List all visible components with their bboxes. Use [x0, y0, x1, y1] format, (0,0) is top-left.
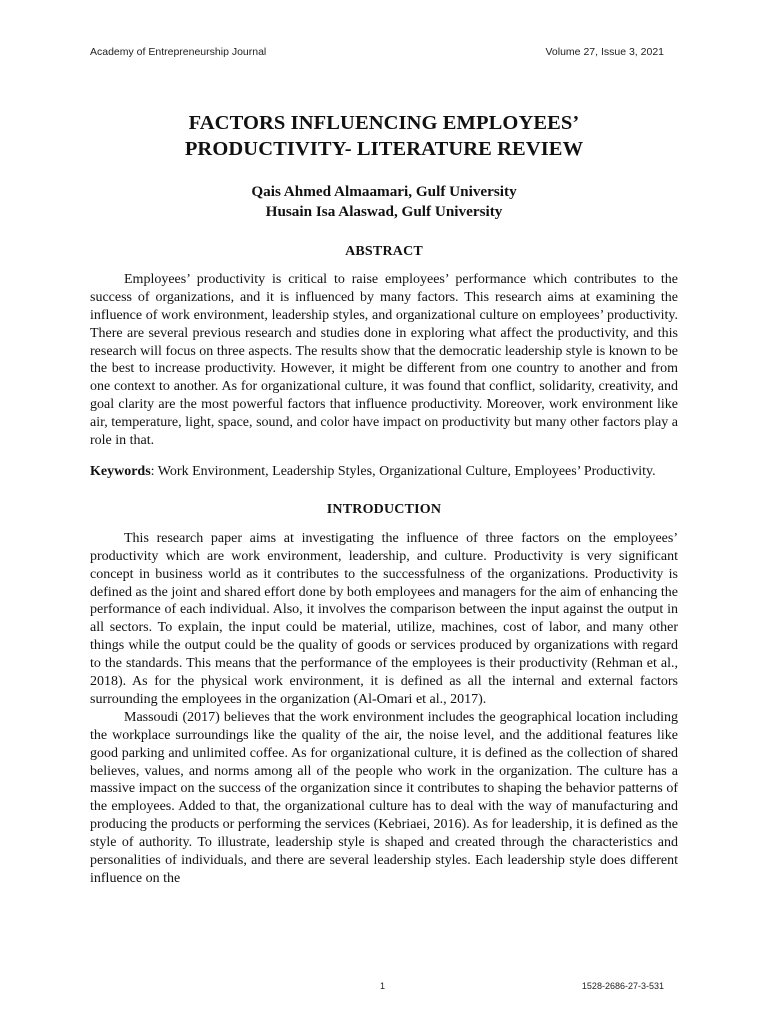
page-number: 1 — [380, 981, 386, 991]
article-code: 1528-2686-27-3-531 — [581, 981, 664, 991]
introduction-heading: INTRODUCTION — [326, 501, 442, 517]
volume-issue: Volume 27, Issue 3, 2021 — [545, 46, 664, 58]
abstract-text: Employees’ productivity is critical to raise employees’ performance which contributes to the success of organizations, and it is influenced by many factors. This research aims at examining the influence of work environment, leadership styles, and organizational culture on employees’ productivity. There are several previous research and studies done in exploring what affect the productivity, and this research will focus on three aspects. The results show that the democratic leadership style is known to be the best to increase productivity. However, it might be different from one country to another and from one context to another. As for organizational culture, it was found that conflict, solidarity, creativity, and goal clarity are the most powerful factors that influence productivity. Moreover, work environment like air, temperature, light, space, sound, and color have impact on productivity but many other factors play a role in that. — [90, 271, 678, 449]
author-1: Qais Ahmed Almaamari, Gulf University — [251, 183, 517, 200]
article-body — [90, 110, 678, 888]
journal-name: Academy of Entrepreneurship Journal — [90, 46, 267, 58]
abstract-heading: ABSTRACT — [345, 244, 423, 259]
introduction-paragraph-2: Massoudi (2017) believes that the work environment includes the geographical location including the workplace surroundings like the quality of the air, the noise level, and the additional features like good parking and unlimited coffee. As for organizational culture, it is defined as the collection of shared believes, values, and norms among all of the people who work in the organization. The culture has a massive impact on the success of the organization since it contributes to shaping the behavior patterns of the employees. Added to that, the organizational culture has to deal with the way of manufacturing and producing the products or performing the services (Kebriaei, 2016). As for leadership, it is defined as the style of authority. To illustrate, leadership style is shaped and created through the characteristics and personalities of individuals, and there are several leadership styles. Each leadership style does different influence on the — [90, 709, 678, 886]
keywords-text: : Work Environment, Leadership Styles, Organizational Culture, Employees’ Productivity. — [150, 463, 656, 479]
paper-title — [90, 110, 678, 162]
running-head — [90, 46, 664, 62]
author-list — [90, 182, 678, 222]
introduction-paragraph-1: This research paper aims at investigating the influence of three factors on the employees’ productivity which are work environment, leadership, and culture. Productivity is very significant concept in business world as it contributes to the successfulness of the organizations. Productivity is defined as the joint and shared effort done by both employees and managers for the aim of enhancing the performance of each individual. Also, it involves the comparison between the input against the output in all sectors. To explain, the input could be material, utilize, machines, cost of labor, and many other things while the output could be the quality of goods or services produced by organizations with regard to the standards. This means that the performance of the employees is their productivity (Rehman et al., 2018). As for the physical work environment, it is defined as all the internal and external factors surrounding the employees in the organization (Al-Omari et al., 2017). — [90, 530, 678, 707]
author-2: Husain Isa Alaswad, Gulf University — [265, 203, 503, 220]
title-line-1: FACTORS INFLUENCING EMPLOYEES’ — [188, 112, 580, 134]
title-line-2: PRODUCTIVITY- LITERATURE REVIEW — [184, 138, 584, 160]
keywords — [90, 463, 678, 481]
page-footer — [90, 981, 664, 995]
keywords-label: Keywords — [90, 463, 151, 479]
